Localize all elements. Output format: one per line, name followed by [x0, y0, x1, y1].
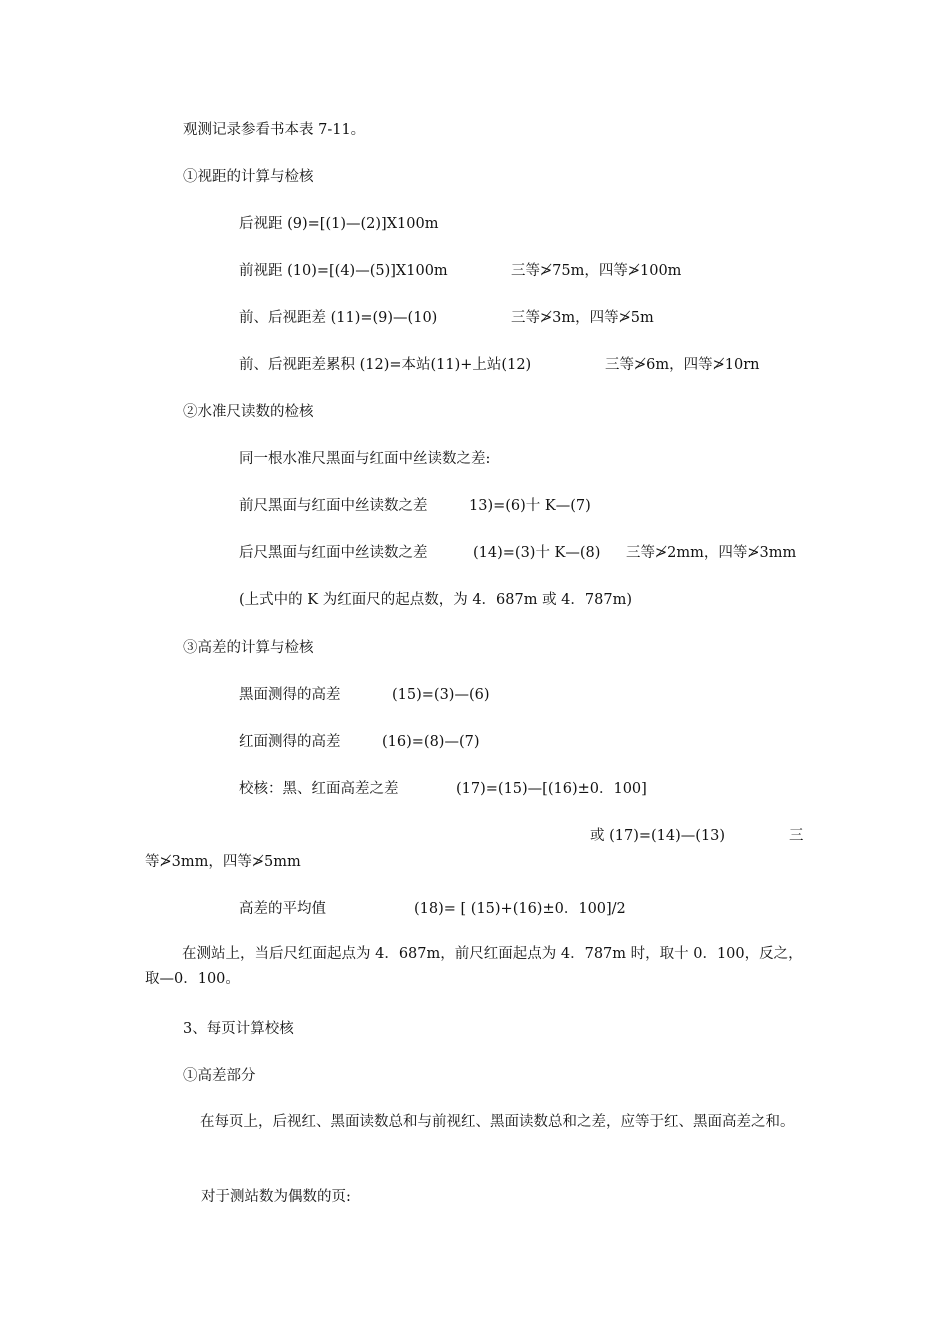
section-height-difference-heading: ③高差的计算与检核: [183, 640, 314, 656]
red-face-height-formula: (16)=(8)—(7): [382, 734, 480, 750]
record-reference: 观测记录参看书本表 7-11。: [183, 122, 366, 138]
station-rule-paragraph: 在测站上，当后尺红面起点为 4．687m，前尺红面起点为 4．787m 时，取十 0．100，反之，取—0．100。: [145, 946, 803, 987]
front-rod-reading-formula: 13)=(6)十 K—(7): [469, 498, 591, 514]
back-rod-reading-label: 后尺黑面与红面中丝读数之差: [239, 545, 428, 561]
height-check-formula: (17)=(15)—[(16)±0．100]: [456, 781, 647, 797]
k-constant-note: (上式中的 K 为红面尺的起点数，为 4．687m 或 4．787m): [239, 592, 632, 608]
height-difference-part-heading: ①高差部分: [183, 1068, 256, 1084]
accumulated-difference-limit: 三等≯6m，四等≯10rn: [605, 357, 760, 373]
accumulated-difference-formula: 前、后视距差累积 (12)=本站(11)+上站(12): [239, 357, 532, 373]
height-check-limit-start: 三: [789, 828, 804, 844]
page-check-heading: 3、每页计算校核: [183, 1021, 294, 1037]
section-sight-distance-heading: ①视距的计算与检核: [183, 169, 314, 185]
height-check-alt-formula: 或 (17)=(14)—(13): [590, 828, 726, 844]
rod-reading-intro: 同一根水准尺黑面与红面中丝读数之差:: [239, 451, 491, 467]
black-face-height-label: 黑面测得的高差: [239, 687, 341, 703]
fore-sight-distance-formula: 前视距 (10)=[(4)—(5)]X100m: [239, 263, 448, 279]
height-check-label: 校核：黑、红面高差之差: [239, 781, 399, 797]
sight-distance-difference-limit: 三等≯3m，四等≯5m: [511, 310, 654, 326]
front-rod-reading-label: 前尺黑面与红面中丝读数之差: [239, 498, 428, 514]
back-rod-reading-formula: (14)=(3)十 K—(8): [473, 545, 601, 561]
red-face-height-label: 红面测得的高差: [239, 734, 341, 750]
rod-reading-limit: 三等≯2mm，四等≯3mm: [626, 545, 797, 561]
back-sight-distance-formula: 后视距 (9)=[(1)—(2)]X100m: [239, 216, 439, 232]
sight-distance-difference-formula: 前、后视距差 (11)=(9)—(10): [239, 310, 438, 326]
section-rod-reading-heading: ②水准尺读数的检核: [183, 404, 314, 420]
page-sum-paragraph: 在每页上，后视红、黑面读数总和与前视红、黑面读数总和之差，应等于红、黑面高差之和。: [200, 1114, 795, 1130]
height-check-limit-end: 等≯3mm，四等≯5mm: [145, 854, 301, 870]
mean-height-label: 高差的平均值: [239, 901, 326, 917]
black-face-height-formula: (15)=(3)—(6): [392, 687, 490, 703]
mean-height-formula: (18)= [ (15)+(16)±0．100]/2: [414, 901, 626, 917]
even-station-page-heading: 对于测站数为偶数的页:: [201, 1189, 351, 1205]
fore-sight-distance-limit: 三等≯75m，四等≯100m: [511, 263, 682, 279]
